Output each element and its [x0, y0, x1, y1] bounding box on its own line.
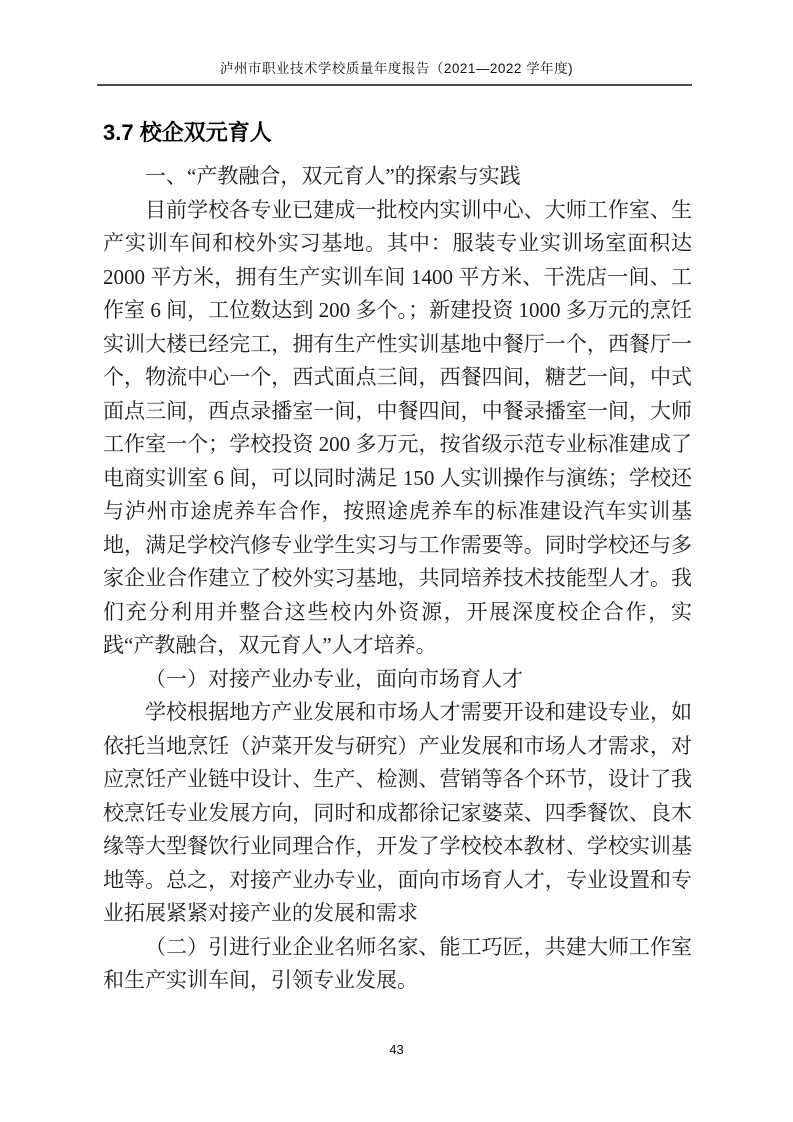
paragraph-subheading-1: 一、“产教融合，双元育人”的探索与实践: [145, 164, 521, 188]
paragraph-body-1: 目前学校各专业已建成一批校内实训中心、大师工作室、生产实训车间和校外实习基地。其中：服装专业实训场室面积达 2000 平方米，拥有生产实训车间 1400 平方米、干洗店一间、工作室 6 间，工位数达到 200 多个。；新建投资 1000 多万元的烹饪实训大楼已经完工，拥有生产性实训基地中餐厅一个，西餐厅一个，物流中心一个，西式面点三间，西餐四间，糖艺一间，中式面点三间，西点录播室一间，中餐四间，中餐录播室一间，大师工作室一个；学校投资 200 多万元，按省级示范专业标准建成了电商实训室 6 间，可以同时满足 150 人实训操作与演练；学校还与泸州市途虎养车合作，按照途虎养车的标准建设汽车实训基地，满足学校汽修专业学生实习与工作需要等。同时学校还与多家企业合作建立了校外实习基地，共同培养技术技能型人才。我们充分利用并整合这些校内外资源，开展深度校企合作，实践“产教融合，双元育人”人才培养。: [103, 197, 692, 657]
page-number: 43: [389, 1042, 404, 1057]
header-divider-rule: [97, 84, 692, 86]
running-header: 泸州市职业技术学校质量年度报告（2021—2022 学年度): [219, 61, 574, 76]
paragraph-subheading-2: （一）对接产业办专业，面向市场育人才: [145, 666, 523, 691]
body-text: [103, 160, 692, 998]
paragraph-body-2: 学校根据地方产业发展和市场人才需要开设和建设专业，如依托当地烹饪（泸菜开发与研究）产业发展和市场人才需求，对应烹饪产业链中设计、生产、检测、营销等各个环节，设计了我校烹饪专业发展方向，同时和成都徐记家婆菜、四季餐饮、良木缘等大型餐饮行业同理合作，开发了学校校本教材、学校实训基地等。总之，对接产业办专业，面向市场育人才，专业设置和专业拓展紧紧对接产业的发展和需求: [103, 700, 692, 925]
section-heading: 3.7 校企双元育人: [103, 120, 272, 145]
page-content: [103, 117, 692, 998]
paragraph-subheading-3: （二）引进行业企业名师名家、能工巧匠，共建大师工作室和生产实训车间，引领专业发展。: [103, 934, 692, 992]
